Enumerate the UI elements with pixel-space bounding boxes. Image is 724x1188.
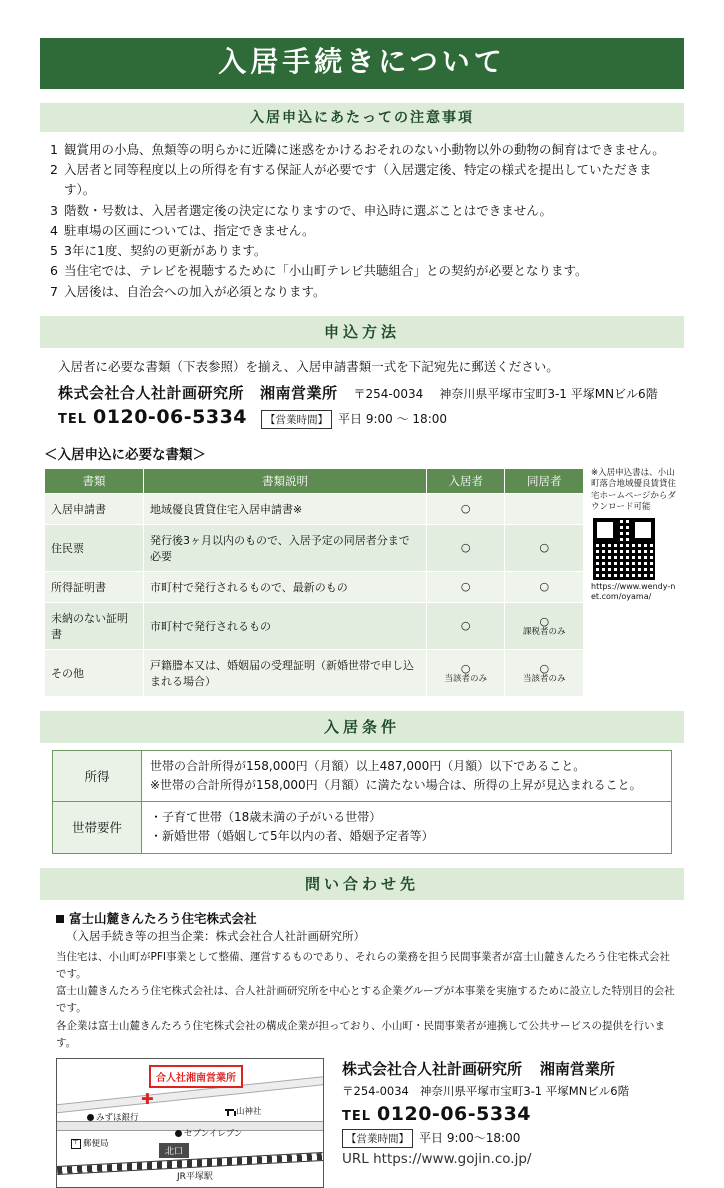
list-item (44, 282, 680, 302)
cell-condition-value (142, 802, 672, 853)
location-map[interactable] (56, 1058, 324, 1188)
map-office-label: 合人社湘南営業所 (149, 1065, 243, 1088)
list-item (44, 221, 680, 241)
table-row (45, 649, 584, 696)
cell-document-desc: 地域優良賃貸住宅入居申請書※ (143, 493, 426, 524)
cell-mark: ○ (460, 661, 471, 675)
section-header-contact: 問い合わせ先 (40, 868, 684, 900)
map-gate-label: 北口 (159, 1143, 189, 1158)
contact-description-line: 各企業は富士山麓きんたろう住宅株式会社の構成企業が担っており、小山町・民間事業者が連携して公共サービスの提供を行います。 (56, 1019, 665, 1050)
section-header-conditions: 入居条件 (40, 711, 684, 743)
list-item-text: 入居後は、自治会への加入が必須となります。 (64, 283, 326, 299)
cell-resident-mark: ○ (426, 571, 505, 602)
table-row (45, 493, 584, 524)
contact-info-branch: 湘南営業所 (539, 1060, 615, 1079)
required-documents-table (44, 468, 584, 697)
cell-document-desc: 市町村で発行されるもの (143, 602, 426, 649)
list-item-text: 観賞用の小鳥、魚類等の明らかに近隣に迷惑をかけるおそれのない小動物以外の動物の飼育はできません。 (64, 141, 665, 157)
map-poi-convenience-store (175, 1127, 242, 1139)
list-item (44, 261, 680, 281)
map-poi-bank (87, 1111, 139, 1123)
contact-lower-area (0, 1058, 724, 1188)
condition-line: ※世帯の合計所得が158,000円（月額）に満たない場合は、所得の上昇が見込まれること。 (150, 777, 642, 792)
cell-resident-mark: ○ (426, 524, 505, 571)
list-item-text: 駐車場の区画については、指定できません。 (64, 222, 315, 238)
cell-document-name: 入居申請書 (45, 493, 144, 524)
list-item (44, 160, 680, 201)
tel-label: TEL (342, 1109, 372, 1125)
list-item-text: 当住宅では、テレビを視聴するために「小山町テレビ共聴組合」との契約が必要となります。 (64, 263, 588, 279)
list-item (44, 201, 680, 221)
contact-info-postal: 〒254-0034 (342, 1084, 409, 1099)
cell-document-name: 所得証明書 (45, 571, 144, 602)
section-header-notice: 入居申込にあたっての注意事項 (40, 103, 684, 132)
contact-info-address: 神奈川県平塚市宝町3-1 平塚MNビル6階 (419, 1084, 630, 1099)
contact-info-company-line (342, 1058, 629, 1079)
contact-info-block (342, 1058, 629, 1167)
qr-note-text: ※入居申込書は、小山町落合地域優良賃貸住宅ホームページからダウンロード可能 (591, 467, 677, 513)
condition-line: ・子育て世帯（18歳未満の子がいる世帯） (150, 810, 382, 825)
map-poi-post-office (71, 1137, 109, 1149)
torii-icon (225, 1108, 234, 1116)
list-item-number: 5 (50, 243, 58, 259)
apply-tel-number: 0120-06-5334 (93, 405, 248, 428)
cell-document-desc: 市町村で発行されるもので、最新のもの (143, 571, 426, 602)
conditions-table (52, 750, 672, 854)
contact-subtitle: （入居手続き等の担当企業：株式会社合人社計画研究所） (66, 928, 365, 943)
cell-condition-value (142, 750, 672, 801)
table-row (45, 602, 584, 649)
qr-side-note (591, 468, 679, 602)
contact-info-company: 株式会社合人社計画研究所 (342, 1060, 523, 1079)
table-header-row (45, 468, 584, 493)
map-poi-shrine (225, 1105, 262, 1117)
col-header-resident: 入居者 (426, 468, 505, 493)
contact-info-url[interactable]: https://www.gojin.co.jp/ (373, 1151, 532, 1168)
contact-info-hours-line (342, 1129, 629, 1148)
cell-condition-label: 所得 (53, 750, 142, 801)
list-item-text: 階数・号数は、入居者選定後の決定になりますので、申込時に選ぶことはできません。 (64, 202, 553, 218)
map-dot-icon (175, 1130, 182, 1137)
col-header-description: 書類説明 (143, 468, 426, 493)
contact-info-address-line (342, 1083, 629, 1099)
cell-cohabitant-mark (505, 602, 584, 649)
apply-tel-line (58, 406, 724, 429)
map-poi-label: 郵便局 (83, 1139, 109, 1150)
apply-hours-label: 【営業時間】 (261, 410, 332, 429)
section-header-apply-method: 申込方法 (40, 316, 684, 348)
list-item-number: 1 (50, 141, 58, 157)
map-poi-label: みずほ銀行 (96, 1113, 139, 1124)
cell-mark: ○ (539, 661, 550, 675)
notice-list (44, 140, 680, 302)
map-poi-label: 山神社 (236, 1107, 262, 1118)
cell-note: 当該者のみ (444, 673, 487, 684)
contact-description-line: 当住宅は、小山町がPFI事業として整備、運営するものであり、それらの業務を担う民間事業者が富士山麓きんたろう住宅株式会社です。 (56, 950, 670, 980)
cell-cohabitant-mark (505, 649, 584, 696)
cell-cohabitant-mark (505, 493, 584, 524)
qr-code-icon[interactable] (593, 518, 655, 580)
apply-branch-name: 湘南営業所 (260, 383, 338, 402)
apply-company-line (58, 382, 724, 403)
map-office-marker-icon: ✚ (141, 1090, 154, 1109)
cell-cohabitant-mark: ○ (505, 571, 584, 602)
contact-info-hours-value: 平日 9:00～18:00 (419, 1131, 521, 1146)
list-item-text: 入居者と同等程度以上の所得を有する保証人が必要です（入居選定後、特定の様式を提出していただきます）。 (64, 162, 652, 198)
cell-document-desc: 発行後3ヶ月以内のもので、入居予定の同居者分まで必要 (143, 524, 426, 571)
contact-info-tel-line (342, 1103, 629, 1125)
cell-resident-mark: ○ (426, 493, 505, 524)
apply-postal: 〒254-0034 (353, 386, 424, 401)
table-row (53, 750, 672, 801)
list-item-number: 4 (50, 222, 58, 238)
cell-document-desc: 戸籍謄本又は、婚姻届の受理証明（新婚世帯で申し込まれる場合） (143, 649, 426, 696)
contact-company-line (56, 909, 724, 927)
list-item (44, 241, 680, 261)
apply-hours-value: 平日 9:00 ～ 18:00 (338, 411, 448, 426)
contact-info-url-line[interactable] (342, 1151, 629, 1167)
cell-condition-label: 世帯要件 (53, 802, 142, 853)
list-item-number: 2 (50, 162, 58, 178)
apply-company-name: 株式会社合人社計画研究所 (58, 383, 245, 402)
apply-lead-text: 入居者に必要な書類（下表参照）を揃え、入居申請書類一式を下記宛先に郵送ください。 (58, 358, 559, 374)
contact-description (56, 949, 680, 1053)
docs-heading: ＜入居申込に必要な書類＞ (44, 446, 206, 463)
map-station-label: JR平塚駅 (177, 1172, 213, 1183)
table-row (45, 524, 584, 571)
list-item-number: 6 (50, 263, 58, 279)
cell-document-name: その他 (45, 649, 144, 696)
cell-mark: ○ (539, 614, 550, 628)
cell-document-name: 住民票 (45, 524, 144, 571)
map-dot-icon (87, 1114, 94, 1121)
list-item-text: 3年に1度、契約の更新があります。 (64, 243, 267, 259)
condition-line: ・新婚世帯（婚姻して5年以内の者、婚姻予定者等） (150, 829, 434, 844)
contact-description-line: 富士山麓きんたろう住宅株式会社は、合人社計画研究所を中心とする企業グループが本事業を実施するために設立した特別目的会社です。 (56, 985, 675, 1015)
docs-table-wrap (44, 468, 684, 697)
col-header-cohabitant: 同居者 (505, 468, 584, 493)
table-row (45, 571, 584, 602)
cell-cohabitant-mark: ○ (505, 524, 584, 571)
cell-resident-mark (426, 649, 505, 696)
cell-resident-mark: ○ (426, 602, 505, 649)
tel-label: TEL (58, 411, 88, 427)
contact-info-hours-label: 【営業時間】 (342, 1129, 413, 1148)
apply-address: 神奈川県平塚市宝町3-1 平塚MNビル6階 (439, 386, 658, 401)
bullet-square-icon (56, 915, 64, 923)
list-item-number: 3 (50, 202, 58, 218)
page-title: 入居手続きについて (40, 38, 684, 89)
cell-note: 当該者のみ (522, 673, 566, 684)
list-item-number: 7 (50, 283, 58, 299)
col-header-document: 書類 (45, 468, 144, 493)
cell-note: 課税者のみ (522, 626, 566, 637)
contact-company-name: 富士山麓きんたろう住宅株式会社 (69, 910, 257, 926)
qr-url-text: https://www.wendy-net.com/oyama/ (591, 581, 676, 601)
contact-info-tel-number: 0120-06-5334 (377, 1103, 532, 1126)
post-office-icon (71, 1139, 81, 1149)
cell-document-name: 未納のない証明書 (45, 602, 144, 649)
table-row (53, 802, 672, 853)
list-item (44, 140, 680, 160)
url-label: URL (342, 1151, 369, 1168)
condition-line: 世帯の合計所得が158,000円（月額）以上487,000円（月額）以下であること。 (150, 758, 586, 773)
document-page (0, 38, 724, 1183)
map-poi-label: セブンイレブン (184, 1129, 243, 1140)
